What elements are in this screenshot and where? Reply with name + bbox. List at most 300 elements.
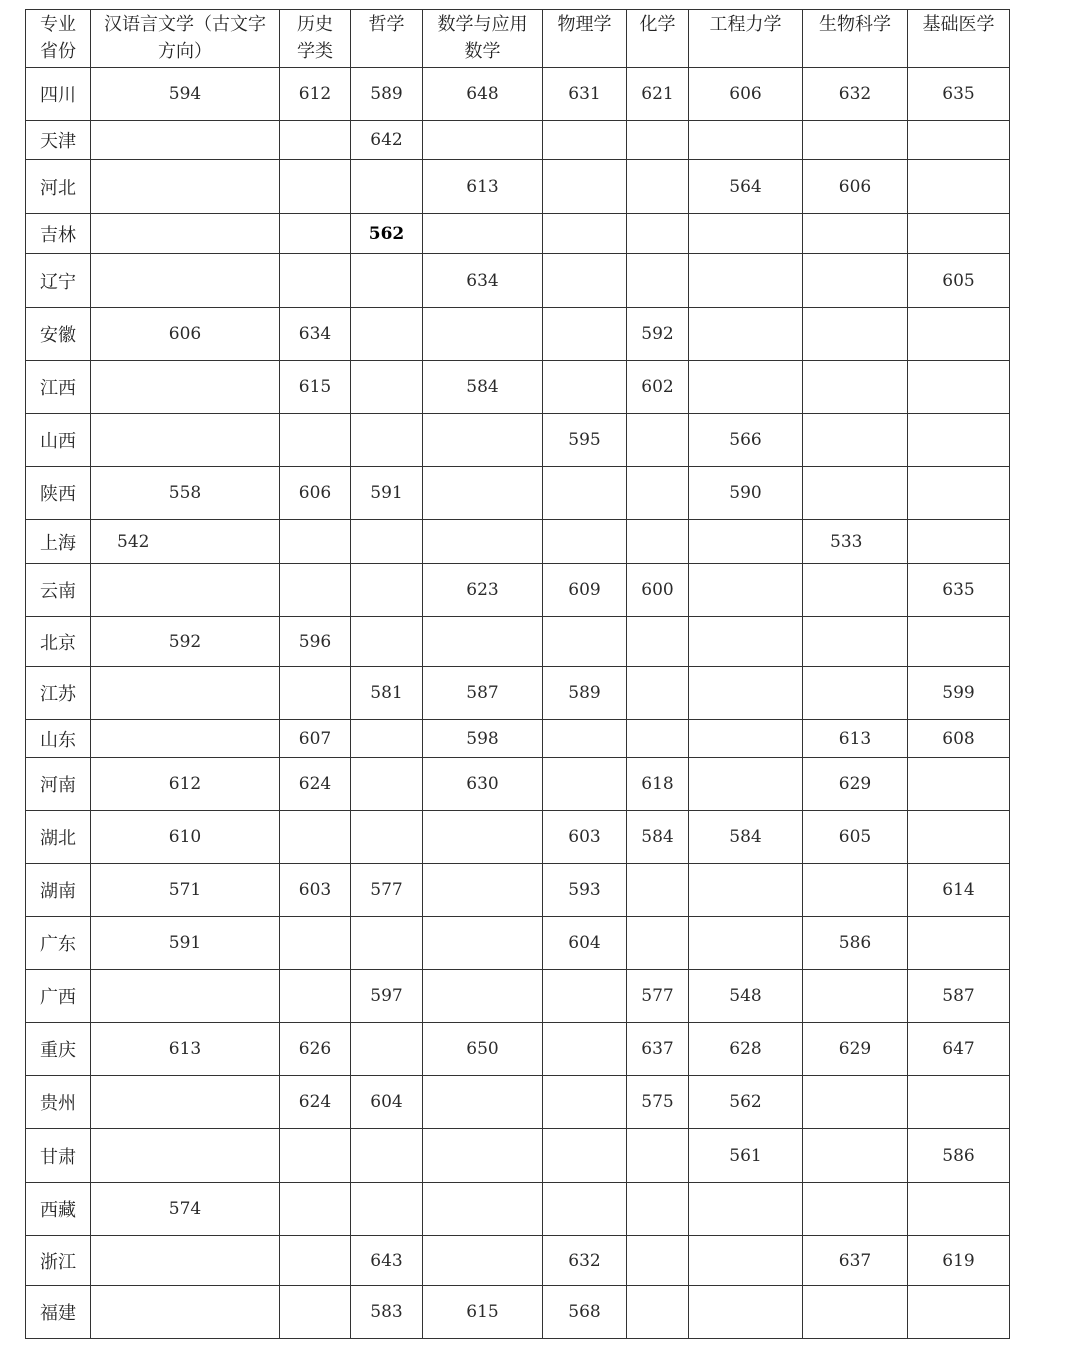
score-cell-physics (543, 160, 627, 214)
score-cell-engineering-mechanics (689, 617, 803, 667)
score-cell-chinese-literature-ancient-script: 594 (91, 68, 280, 121)
score-cell-history (280, 564, 351, 617)
table-row (26, 254, 1010, 308)
score-cell-basic-medicine (908, 520, 1010, 564)
score-cell-physics: 631 (543, 68, 627, 121)
province-cell: 甘肃 (26, 1129, 91, 1183)
province-cell: 西藏 (26, 1183, 91, 1236)
table-row (26, 160, 1010, 214)
score-cell-chinese-literature-ancient-script: 542 (91, 520, 280, 564)
score-cell-mathematics-applied (423, 121, 543, 160)
header-corner (26, 10, 91, 68)
header-physics (543, 10, 627, 68)
score-cell-mathematics-applied (423, 864, 543, 917)
score-cell-physics (543, 970, 627, 1023)
score-cell-physics: 632 (543, 1236, 627, 1286)
header-label-line: 物理学 (557, 14, 612, 35)
score-cell-mathematics-applied (423, 467, 543, 520)
header-label-line: 学类 (297, 41, 333, 62)
province-cell: 湖北 (26, 811, 91, 864)
score-cell-philosophy: 562 (351, 214, 423, 254)
score-cell-biological-science: 606 (803, 160, 908, 214)
score-cell-engineering-mechanics (689, 1236, 803, 1286)
score-cell-philosophy (351, 308, 423, 361)
score-cell-chemistry (627, 864, 689, 917)
score-cell-chinese-literature-ancient-script (91, 121, 280, 160)
table-row (26, 564, 1010, 617)
province-cell: 天津 (26, 121, 91, 160)
score-cell-basic-medicine: 635 (908, 564, 1010, 617)
score-cell-biological-science (803, 414, 908, 467)
score-cell-physics (543, 361, 627, 414)
score-cell-engineering-mechanics (689, 121, 803, 160)
score-cell-engineering-mechanics (689, 564, 803, 617)
score-cell-basic-medicine (908, 414, 1010, 467)
score-cell-chinese-literature-ancient-script (91, 1129, 280, 1183)
score-cell-physics: 589 (543, 667, 627, 720)
province-cell: 吉林 (26, 214, 91, 254)
score-cell-chemistry (627, 1286, 689, 1339)
score-cell-philosophy: 604 (351, 1076, 423, 1129)
province-cell: 云南 (26, 564, 91, 617)
score-cell-chemistry (627, 214, 689, 254)
score-cell-chinese-literature-ancient-script (91, 1236, 280, 1286)
province-cell: 上海 (26, 520, 91, 564)
score-cell-chinese-literature-ancient-script (91, 564, 280, 617)
score-cell-history: 603 (280, 864, 351, 917)
score-cell-basic-medicine (908, 121, 1010, 160)
province-cell: 重庆 (26, 1023, 91, 1076)
score-cell-engineering-mechanics (689, 520, 803, 564)
score-cell-philosophy: 577 (351, 864, 423, 917)
score-cell-history (280, 214, 351, 254)
table-row (26, 758, 1010, 811)
score-cell-engineering-mechanics (689, 667, 803, 720)
score-cell-basic-medicine (908, 361, 1010, 414)
score-cell-history (280, 121, 351, 160)
table-row (26, 864, 1010, 917)
score-cell-mathematics-applied (423, 414, 543, 467)
score-cell-chinese-literature-ancient-script (91, 720, 280, 758)
score-cell-physics (543, 308, 627, 361)
score-cell-chinese-literature-ancient-script (91, 414, 280, 467)
score-cell-physics (543, 467, 627, 520)
score-cell-philosophy (351, 617, 423, 667)
score-cell-biological-science: 586 (803, 917, 908, 970)
header-engineering-mechanics (689, 10, 803, 68)
score-cell-engineering-mechanics (689, 254, 803, 308)
score-cell-engineering-mechanics (689, 1183, 803, 1236)
score-cell-history (280, 254, 351, 308)
score-cell-mathematics-applied (423, 1236, 543, 1286)
score-cell-biological-science (803, 617, 908, 667)
score-cell-basic-medicine: 647 (908, 1023, 1010, 1076)
score-cell-history: 624 (280, 758, 351, 811)
table-row (26, 970, 1010, 1023)
header-philosophy (351, 10, 423, 68)
score-cell-engineering-mechanics: 584 (689, 811, 803, 864)
score-cell-engineering-mechanics: 628 (689, 1023, 803, 1076)
score-cell-mathematics-applied (423, 617, 543, 667)
score-cell-basic-medicine: 635 (908, 68, 1010, 121)
score-cell-engineering-mechanics (689, 864, 803, 917)
score-cell-basic-medicine: 587 (908, 970, 1010, 1023)
score-cell-chemistry (627, 520, 689, 564)
score-cell-physics (543, 520, 627, 564)
score-cell-history: 615 (280, 361, 351, 414)
score-cell-philosophy: 589 (351, 68, 423, 121)
score-cell-chemistry (627, 254, 689, 308)
table-row (26, 121, 1010, 160)
score-cell-history (280, 414, 351, 467)
score-cell-basic-medicine (908, 214, 1010, 254)
table-row (26, 667, 1010, 720)
score-cell-engineering-mechanics (689, 917, 803, 970)
score-cell-physics (543, 758, 627, 811)
score-cell-biological-science: 629 (803, 758, 908, 811)
score-cell-basic-medicine (908, 617, 1010, 667)
province-cell: 四川 (26, 68, 91, 121)
province-cell: 江苏 (26, 667, 91, 720)
score-cell-mathematics-applied (423, 970, 543, 1023)
score-cell-philosophy (351, 520, 423, 564)
score-cell-history (280, 1129, 351, 1183)
score-cell-mathematics-applied: 584 (423, 361, 543, 414)
score-cell-history (280, 811, 351, 864)
table-row (26, 720, 1010, 758)
score-cell-philosophy (351, 254, 423, 308)
score-cell-basic-medicine: 586 (908, 1129, 1010, 1183)
score-cell-history: 596 (280, 617, 351, 667)
score-cell-history: 607 (280, 720, 351, 758)
score-cell-basic-medicine (908, 160, 1010, 214)
province-cell: 山东 (26, 720, 91, 758)
table-row (26, 414, 1010, 467)
score-cell-mathematics-applied (423, 811, 543, 864)
score-cell-chemistry: 592 (627, 308, 689, 361)
score-cell-biological-science: 533 (803, 520, 908, 564)
score-cell-mathematics-applied: 623 (423, 564, 543, 617)
header-label-line: 生物科学 (819, 14, 891, 35)
province-cell: 浙江 (26, 1236, 91, 1286)
score-cell-basic-medicine: 614 (908, 864, 1010, 917)
score-cell-history: 606 (280, 467, 351, 520)
score-cell-physics (543, 121, 627, 160)
table-row (26, 917, 1010, 970)
score-cell-engineering-mechanics: 606 (689, 68, 803, 121)
score-cell-chemistry: 584 (627, 811, 689, 864)
table-row (26, 617, 1010, 667)
score-cell-physics (543, 720, 627, 758)
header-label-line: 哲学 (368, 14, 405, 35)
table-row (26, 308, 1010, 361)
province-cell: 福建 (26, 1286, 91, 1339)
score-cell-biological-science: 613 (803, 720, 908, 758)
score-cell-philosophy: 583 (351, 1286, 423, 1339)
score-cell-basic-medicine (908, 1183, 1010, 1236)
score-cell-chinese-literature-ancient-script (91, 667, 280, 720)
score-cell-history (280, 160, 351, 214)
score-cell-biological-science (803, 214, 908, 254)
score-cell-basic-medicine: 619 (908, 1236, 1010, 1286)
table-row (26, 214, 1010, 254)
score-cell-chinese-literature-ancient-script (91, 254, 280, 308)
score-cell-physics (543, 1076, 627, 1129)
score-cell-chemistry: 621 (627, 68, 689, 121)
score-cell-history: 612 (280, 68, 351, 121)
header-chinese-literature-ancient-script (91, 10, 280, 68)
score-cell-physics (543, 1183, 627, 1236)
score-cell-history (280, 1236, 351, 1286)
score-cell-mathematics-applied: 634 (423, 254, 543, 308)
score-cell-chinese-literature-ancient-script (91, 970, 280, 1023)
table-row (26, 811, 1010, 864)
score-cell-chinese-literature-ancient-script (91, 1076, 280, 1129)
score-cell-mathematics-applied: 615 (423, 1286, 543, 1339)
score-cell-chinese-literature-ancient-script: 558 (91, 467, 280, 520)
score-cell-philosophy (351, 811, 423, 864)
score-cell-chemistry: 637 (627, 1023, 689, 1076)
score-cell-engineering-mechanics (689, 720, 803, 758)
table-body (26, 10, 1010, 1339)
score-cell-basic-medicine (908, 811, 1010, 864)
table-row (26, 1236, 1010, 1286)
province-cell: 广西 (26, 970, 91, 1023)
header-label-line: 方向） (158, 41, 212, 62)
header-corner-line: 专业 (40, 14, 76, 35)
score-cell-chinese-literature-ancient-script: 606 (91, 308, 280, 361)
score-cell-biological-science (803, 970, 908, 1023)
score-cell-physics (543, 214, 627, 254)
table-row (26, 1023, 1010, 1076)
score-cell-biological-science (803, 254, 908, 308)
score-cell-philosophy: 581 (351, 667, 423, 720)
score-cell-physics: 568 (543, 1286, 627, 1339)
score-cell-philosophy (351, 414, 423, 467)
province-cell: 河南 (26, 758, 91, 811)
province-cell: 陕西 (26, 467, 91, 520)
score-cell-philosophy: 591 (351, 467, 423, 520)
score-cell-biological-science (803, 121, 908, 160)
header-row (26, 10, 1010, 68)
score-cell-chinese-literature-ancient-script: 571 (91, 864, 280, 917)
score-cell-biological-science (803, 864, 908, 917)
province-cell: 广东 (26, 917, 91, 970)
header-chemistry (627, 10, 689, 68)
score-cell-chemistry: 602 (627, 361, 689, 414)
table-row (26, 1129, 1010, 1183)
score-cell-philosophy (351, 720, 423, 758)
province-cell: 江西 (26, 361, 91, 414)
score-cell-physics: 603 (543, 811, 627, 864)
header-basic-medicine (908, 10, 1010, 68)
score-cell-history: 626 (280, 1023, 351, 1076)
score-cell-chinese-literature-ancient-script (91, 214, 280, 254)
score-cell-physics: 609 (543, 564, 627, 617)
score-cell-history (280, 520, 351, 564)
score-cell-mathematics-applied: 598 (423, 720, 543, 758)
score-cell-physics (543, 1129, 627, 1183)
table-row (26, 520, 1010, 564)
score-cell-mathematics-applied (423, 214, 543, 254)
header-mathematics-applied (423, 10, 543, 68)
score-cell-biological-science (803, 1286, 908, 1339)
score-cell-biological-science (803, 308, 908, 361)
score-cell-history: 624 (280, 1076, 351, 1129)
header-label-line: 数学 (464, 41, 501, 62)
score-cell-mathematics-applied: 630 (423, 758, 543, 811)
province-cell: 湖南 (26, 864, 91, 917)
score-cell-chemistry (627, 160, 689, 214)
header-label-line: 历史 (297, 14, 333, 35)
score-cell-mathematics-applied (423, 520, 543, 564)
score-cell-physics (543, 1023, 627, 1076)
score-cell-chemistry (627, 667, 689, 720)
score-cell-history (280, 667, 351, 720)
score-cell-basic-medicine: 608 (908, 720, 1010, 758)
score-cell-biological-science (803, 467, 908, 520)
score-cell-engineering-mechanics: 561 (689, 1129, 803, 1183)
score-cell-chinese-literature-ancient-script: 591 (91, 917, 280, 970)
score-cell-history (280, 1286, 351, 1339)
score-cell-basic-medicine: 599 (908, 667, 1010, 720)
score-table (25, 9, 1010, 1339)
score-cell-basic-medicine: 605 (908, 254, 1010, 308)
score-cell-history (280, 970, 351, 1023)
province-cell: 安徽 (26, 308, 91, 361)
score-cell-chemistry: 600 (627, 564, 689, 617)
score-cell-chemistry (627, 121, 689, 160)
score-cell-basic-medicine (908, 758, 1010, 811)
score-cell-engineering-mechanics (689, 308, 803, 361)
score-cell-mathematics-applied (423, 1076, 543, 1129)
score-cell-chemistry (627, 1236, 689, 1286)
score-cell-chemistry (627, 414, 689, 467)
score-cell-chinese-literature-ancient-script: 612 (91, 758, 280, 811)
score-cell-philosophy (351, 1183, 423, 1236)
score-cell-chemistry (627, 467, 689, 520)
score-cell-mathematics-applied: 613 (423, 160, 543, 214)
score-cell-chinese-literature-ancient-script: 613 (91, 1023, 280, 1076)
province-cell: 河北 (26, 160, 91, 214)
score-cell-chemistry (627, 617, 689, 667)
score-cell-mathematics-applied (423, 1183, 543, 1236)
province-cell: 山西 (26, 414, 91, 467)
header-label-line: 工程力学 (709, 14, 782, 35)
header-history (280, 10, 351, 68)
score-cell-physics (543, 254, 627, 308)
province-cell: 北京 (26, 617, 91, 667)
score-cell-biological-science: 629 (803, 1023, 908, 1076)
score-cell-biological-science (803, 564, 908, 617)
score-cell-history (280, 917, 351, 970)
score-cell-chinese-literature-ancient-script (91, 1286, 280, 1339)
score-cell-philosophy (351, 361, 423, 414)
score-cell-chinese-literature-ancient-script: 574 (91, 1183, 280, 1236)
score-cell-chinese-literature-ancient-script: 592 (91, 617, 280, 667)
score-cell-chemistry (627, 1183, 689, 1236)
header-label-line: 基础医学 (922, 14, 995, 35)
score-cell-philosophy (351, 917, 423, 970)
score-cell-engineering-mechanics (689, 1286, 803, 1339)
score-cell-philosophy (351, 1023, 423, 1076)
score-cell-mathematics-applied: 587 (423, 667, 543, 720)
score-cell-mathematics-applied (423, 308, 543, 361)
table-row (26, 1076, 1010, 1129)
header-label-line: 数学与应用 (437, 14, 528, 35)
score-cell-history: 634 (280, 308, 351, 361)
score-cell-physics (543, 617, 627, 667)
table-row (26, 1183, 1010, 1236)
score-cell-engineering-mechanics: 590 (689, 467, 803, 520)
table-row (26, 68, 1010, 121)
table-row (26, 1286, 1010, 1339)
score-cell-biological-science (803, 1183, 908, 1236)
score-cell-biological-science (803, 1076, 908, 1129)
score-cell-mathematics-applied (423, 1129, 543, 1183)
score-cell-engineering-mechanics (689, 214, 803, 254)
score-cell-engineering-mechanics: 564 (689, 160, 803, 214)
score-cell-philosophy (351, 160, 423, 214)
score-cell-chinese-literature-ancient-script (91, 361, 280, 414)
score-cell-philosophy (351, 758, 423, 811)
header-label-line: 化学 (639, 14, 676, 35)
table-row (26, 361, 1010, 414)
score-cell-biological-science: 637 (803, 1236, 908, 1286)
score-cell-basic-medicine (908, 1286, 1010, 1339)
score-cell-chemistry: 618 (627, 758, 689, 811)
header-biological-science (803, 10, 908, 68)
score-cell-mathematics-applied: 648 (423, 68, 543, 121)
province-cell: 辽宁 (26, 254, 91, 308)
province-cell: 贵州 (26, 1076, 91, 1129)
score-cell-chemistry (627, 917, 689, 970)
score-cell-mathematics-applied: 650 (423, 1023, 543, 1076)
header-corner-line: 省份 (40, 41, 76, 62)
score-cell-philosophy: 642 (351, 121, 423, 160)
score-cell-engineering-mechanics: 562 (689, 1076, 803, 1129)
score-cell-chemistry: 577 (627, 970, 689, 1023)
header-label-line: 汉语言文学（古文字 (104, 14, 266, 35)
score-cell-philosophy: 643 (351, 1236, 423, 1286)
score-cell-biological-science: 632 (803, 68, 908, 121)
score-cell-philosophy (351, 1129, 423, 1183)
score-cell-engineering-mechanics: 566 (689, 414, 803, 467)
score-cell-history (280, 1183, 351, 1236)
score-cell-biological-science (803, 1129, 908, 1183)
score-cell-physics: 593 (543, 864, 627, 917)
score-cell-physics: 595 (543, 414, 627, 467)
score-cell-engineering-mechanics (689, 758, 803, 811)
score-cell-chemistry: 575 (627, 1076, 689, 1129)
score-cell-engineering-mechanics: 548 (689, 970, 803, 1023)
table-row (26, 467, 1010, 520)
score-cell-engineering-mechanics (689, 361, 803, 414)
score-cell-physics: 604 (543, 917, 627, 970)
score-cell-chemistry (627, 1129, 689, 1183)
score-cell-biological-science (803, 667, 908, 720)
score-cell-philosophy (351, 564, 423, 617)
score-cell-chinese-literature-ancient-script (91, 160, 280, 214)
score-cell-chinese-literature-ancient-script: 610 (91, 811, 280, 864)
score-cell-biological-science: 605 (803, 811, 908, 864)
score-cell-basic-medicine (908, 917, 1010, 970)
score-cell-mathematics-applied (423, 917, 543, 970)
score-cell-basic-medicine (908, 467, 1010, 520)
score-cell-biological-science (803, 361, 908, 414)
score-cell-philosophy: 597 (351, 970, 423, 1023)
score-cell-basic-medicine (908, 1076, 1010, 1129)
